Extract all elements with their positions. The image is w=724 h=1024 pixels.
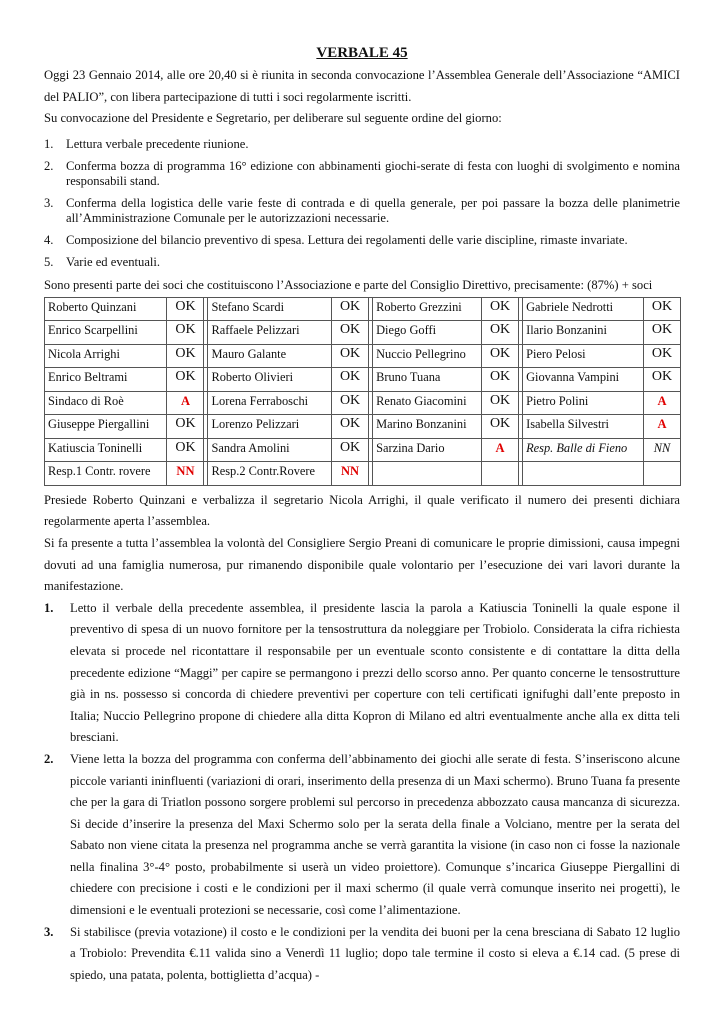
attendance-row	[45, 368, 681, 392]
point-number: 1.	[44, 600, 54, 615]
member-name: Diego Goffi	[373, 321, 482, 345]
agenda-item	[44, 196, 680, 226]
attendance-status: A	[482, 438, 519, 462]
attendance-status: OK	[167, 321, 204, 345]
member-name: Sandra Amolini	[208, 438, 332, 462]
minutes-point	[44, 922, 680, 987]
agenda-text: Varie ed eventuali.	[66, 254, 161, 269]
attendance-status: OK	[167, 344, 204, 368]
attendance-status: A	[644, 391, 681, 415]
attendance-status: OK	[482, 368, 519, 392]
member-name: Resp.2 Contr.Rovere	[208, 462, 332, 486]
member-name: Ilario Bonzanini	[523, 321, 644, 345]
attendance-row	[45, 344, 681, 368]
attendance-status: A	[167, 391, 204, 415]
attendance-status: NN	[167, 462, 204, 486]
member-name: Resp. Balle di Fieno	[523, 438, 644, 462]
member-name: Sarzina Dario	[373, 438, 482, 462]
attendance-row	[45, 438, 681, 462]
attendance-table	[44, 297, 681, 486]
member-name: Katiuscia Toninelli	[45, 438, 167, 462]
attendance-status: OK	[167, 297, 204, 321]
agenda-number: 2.	[44, 158, 54, 173]
member-name: Nicola Arrighi	[45, 344, 167, 368]
agenda-text: Lettura verbale precedente riunione.	[66, 136, 249, 151]
member-name: Raffaele Pelizzari	[208, 321, 332, 345]
member-name: Piero Pelosi	[523, 344, 644, 368]
presiding-paragraph: Presiede Roberto Quinzani e verbalizza il segretario Nicola Arrighi, il quale verificato il numero dei presenti dichiara regolarmente aperta l’assemblea.	[44, 492, 680, 529]
title-text: VERBALE 45	[316, 45, 408, 61]
member-name: Marino Bonzanini	[373, 415, 482, 439]
member-name: Giuseppe Piergallini	[45, 415, 167, 439]
member-name: Pietro Polini	[523, 391, 644, 415]
attendance-status: OK	[332, 344, 369, 368]
attendance-status: NN	[644, 438, 681, 462]
attendance-status: OK	[167, 438, 204, 462]
agenda-text: Composizione del bilancio preventivo di spesa. Lettura dei regolamenti delle varie discipline, rimaste invariate.	[66, 232, 628, 247]
attendance-status: OK	[332, 415, 369, 439]
attendance-status	[482, 462, 519, 486]
agenda-number: 3.	[44, 195, 54, 210]
attendance-status: OK	[644, 344, 681, 368]
attendance-status: OK	[167, 415, 204, 439]
member-name: Roberto Grezzini	[373, 297, 482, 321]
member-name: Sindaco di Roè	[45, 391, 167, 415]
attendance-status: OK	[332, 368, 369, 392]
attendance-status: NN	[332, 462, 369, 486]
member-name: Enrico Scarpellini	[45, 321, 167, 345]
member-name: Mauro Galante	[208, 344, 332, 368]
minutes-point	[44, 598, 680, 749]
attendance-status: A	[644, 415, 681, 439]
convocation-text: Su convocazione del Presidente e Segretario, per deliberare sul seguente ordine del giorno:	[44, 111, 502, 126]
attendance-status: OK	[482, 344, 519, 368]
member-name: Roberto Olivieri	[208, 368, 332, 392]
attendance-row	[45, 391, 681, 415]
member-name: Giovanna Vampini	[523, 368, 644, 392]
page-title	[44, 43, 680, 63]
resignation-paragraph: Si fa presente a tutta l’assemblea la volontà del Consigliere Sergio Preani di comunicare le proprie dimissioni, causa impegni dovuti ad una famiglia numerosa, pur rimanendo disponibile quale volontario per l’esecuzione dei vari lavori durante la manifestazione.	[44, 535, 680, 594]
attendance-status: OK	[332, 297, 369, 321]
member-name: Renato Giacomini	[373, 391, 482, 415]
member-name	[523, 462, 644, 486]
member-name: Isabella Silvestri	[523, 415, 644, 439]
attendance-status: OK	[332, 438, 369, 462]
member-name: Bruno Tuana	[373, 368, 482, 392]
minutes-point	[44, 749, 680, 922]
point-number: 3.	[44, 924, 54, 939]
attendance-status: OK	[482, 391, 519, 415]
member-name: Roberto Quinzani	[45, 297, 167, 321]
attendance-row	[45, 415, 681, 439]
agenda-number: 4.	[44, 232, 54, 247]
agenda-number: 1.	[44, 136, 54, 151]
member-name: Resp.1 Contr. rovere	[45, 462, 167, 486]
member-name: Nuccio Pellegrino	[373, 344, 482, 368]
agenda-item	[44, 255, 680, 270]
agenda-item	[44, 137, 680, 152]
attendance-status: OK	[332, 391, 369, 415]
member-name: Lorenzo Pelizzari	[208, 415, 332, 439]
attendance-status: OK	[644, 368, 681, 392]
presence-intro: Sono presenti parte dei soci che costituiscono l’Associazione e parte del Consiglio Direttivo, precisamente: (87%) + soci	[44, 277, 653, 292]
point-text: Letto il verbale della precedente assemblea, il presidente lascia la parola a Katiuscia Toninelli la quale espone il preventivo di spesa di un nuovo fornitore per la tensostruttura da noleggiare per Trobiolo. Considerata la cifra richiesta elevata si procede nel ricontattare il responsabile per un eventuale sconto consistente e di contattare la ditta della precedente edizione “Maggi” per capire se permangono i prezzi dello scorso anno. Per quanto concerne le tensostrutture già in ns. possesso si concorda di chiedere preventivi per coperture con teli certificati ignifughi dall’ente preposto in Italia; Nuccio Pellegrino propone di chiedere alla ditta Kopron di Milano ed altri eventualmente anche alla ex ditta teli bresciani.	[70, 600, 680, 745]
agenda-text: Conferma bozza di programma 16° edizione con abbinamenti giochi-serate di festa con luoghi di svolgimento e nomina responsabili stand.	[66, 158, 680, 188]
attendance-status: OK	[644, 321, 681, 345]
member-name: Stefano Scardi	[208, 297, 332, 321]
attendance-row	[45, 321, 681, 345]
attendance-status: OK	[482, 297, 519, 321]
intro-paragraph: Oggi 23 Gennaio 2014, alle ore 20,40 si è riunita in seconda convocazione l’Assemblea Generale dell’Associazione “AMICI del PALIO”, con libera partecipazione di tutti i soci regolarmente iscritti.	[44, 68, 680, 104]
attendance-status: OK	[482, 415, 519, 439]
point-text: Si stabilisce (previa votazione) il costo e le condizioni per la vendita dei buoni per la cena bresciana di Sabato 12 luglio a Trobiolo: Prevendita €.11 valida sino a Venerdì 11 luglio; dopo tale termine il costo si eleva a €.14 cad. (5 prese di spiedo, una patata, polenta, bottiglietta d’acqua) -	[70, 924, 680, 982]
point-number: 2.	[44, 751, 54, 766]
attendance-status: OK	[482, 321, 519, 345]
agenda-item	[44, 159, 680, 189]
point-text: Viene letta la bozza del programma con conferma dell’abbinamento dei giochi alle serate di festa. S’inseriscono alcune piccole varianti ininfluenti (variazioni di orari, inserimento della presenza di un Maxi schermo). Bruno Tuana fa presente che per la gara di Triatlon possono sorgere problemi sul percorso in precedenza abbozzato causa mancanza di sicurezza. Si decide d’inserire la presenza del Maxi Schermo solo per la serata della finale a Volciano, mentre per la serata del Sabato non viene citata la presenza nel programma anche se verrà garantita la visione (in caso non ci fosse la nazionale nella finalina 3°-4° posto, probabilmente si userà un video proiettore). Comunque s’incarica Giuseppe Piergallini di chiedere con precisione i costi e le condizioni per il maxi schermo (il quale verrà comunque inserito nei progetti), le dimensioni e le eventuali protezioni se necessarie, così come l’alimentazione.	[70, 751, 680, 918]
agenda-item	[44, 233, 680, 248]
member-name: Gabriele Nedrotti	[523, 297, 644, 321]
member-name: Enrico Beltrami	[45, 368, 167, 392]
member-name: Lorena Ferraboschi	[208, 391, 332, 415]
attendance-status: OK	[644, 297, 681, 321]
attendance-status: OK	[332, 321, 369, 345]
attendance-status	[644, 462, 681, 486]
attendance-status: OK	[167, 368, 204, 392]
agenda-number: 5.	[44, 254, 54, 269]
agenda-text: Conferma della logistica delle varie feste di contrada e di quella generale, per poi passare la bozza delle planimetrie all’Amministrazione Comunale per le autorizzazioni necessarie.	[66, 195, 680, 225]
member-name	[373, 462, 482, 486]
attendance-row	[45, 462, 681, 486]
attendance-row	[45, 297, 681, 321]
